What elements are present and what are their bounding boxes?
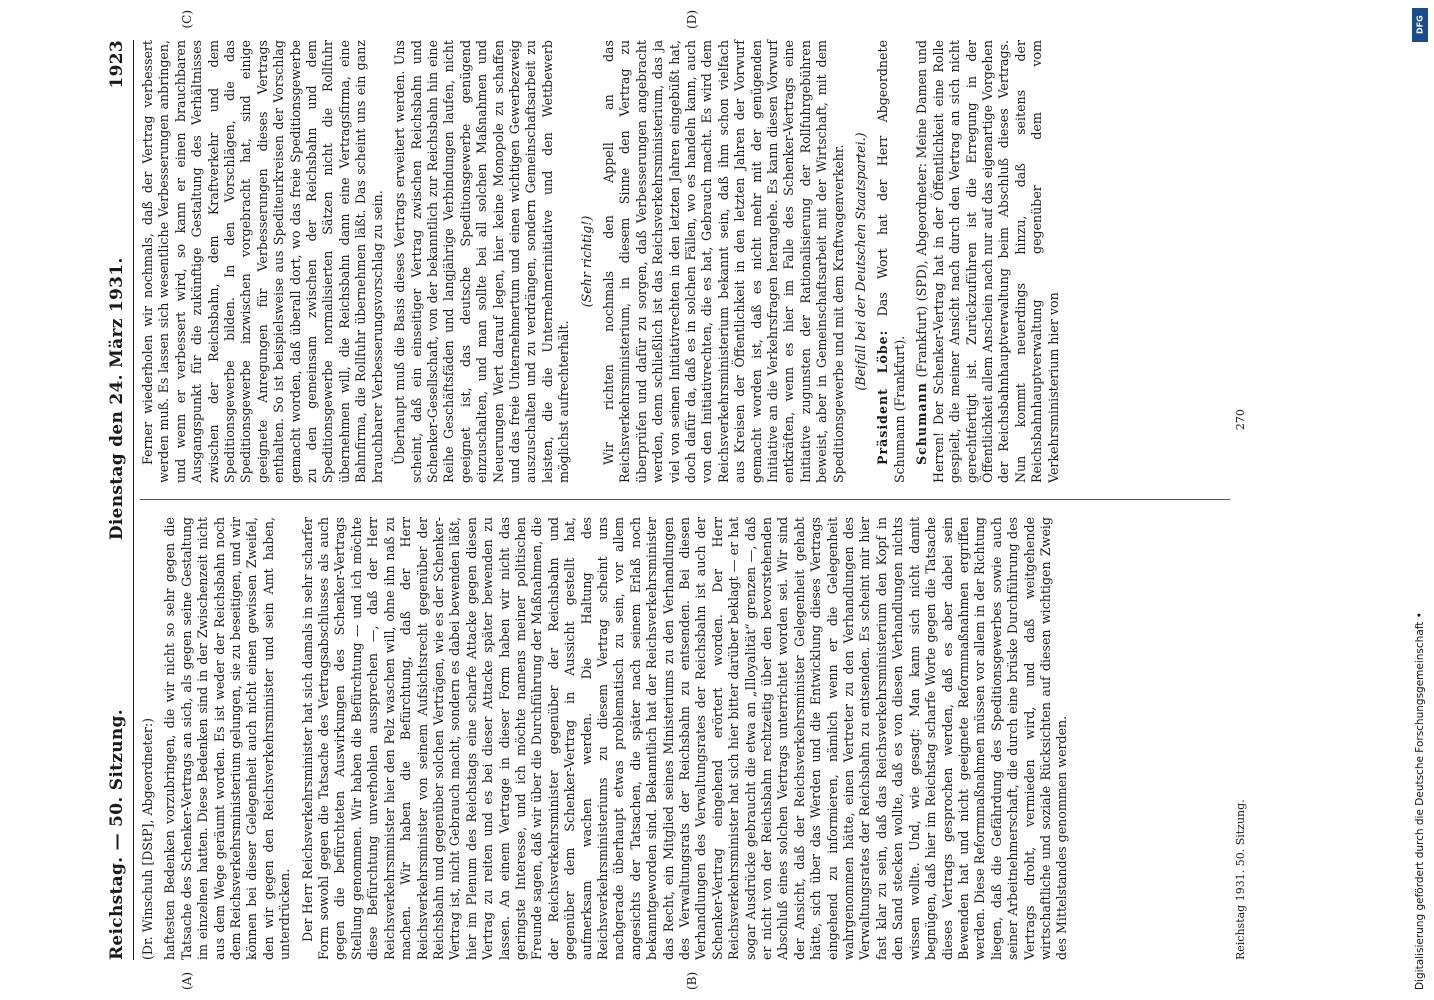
speaker-continuation: (Dr. Winschuh [DStP], Abgeordneter:) bbox=[140, 717, 155, 960]
right-paragraph-3: Wir richten nochmals den Appell an das Reichsverkehrsministerium, in diesem Sinne den Vertrag zu überprüfen und dafür zu sorgen, daß Verbesserungen angebracht werden, denn schließlich ist das Reichsverkehrsministerium, das ja viel von seinen Initiativrechten in den letzten Jahren eingebüßt hat, doch dafür da, daß es in solchen Fällen, wo es handeln kann, auch von den Initiativrechten, die es hat, Gebrauch macht. Es wird dem Reichsverkehrsministerium bekannt sein, daß ihm schon vielfach aus Kreisen der Öffentlichkeit in den letzten Jahren der Vorwurf gemacht worden ist, daß es nicht mehr mit der genügenden Initiative an die Verkehrsfragen herangehe. Es kann diesen Vorwurf entkräften, wenn es hier im Falle des Schenker-Vertrags eine Initiative zugunsten der Rationalisierung der Rollfuhrgebühren beweist, aber in Gemeinschaftsarbeit mit der Wirtschaft, mit dem Speditionsgewerbe und mit dem Kraftwagenverkehr. bbox=[600, 40, 846, 483]
page-header bbox=[105, 40, 134, 960]
header-session: Reichstag. — 50. Sitzung. bbox=[107, 709, 127, 960]
credit-text: Digitalisierung gefördert durch die Deutsche Forschungsgemeinschaft • bbox=[1414, 612, 1426, 990]
speaker-name: Schumann bbox=[914, 382, 930, 465]
right-paragraph-1: Ferner wiederholen wir nochmals, daß der Vertrag verbessert werden muß. Es lassen sich wesentliche Verbesserungen anbringen, und wenn er verbessert wird, so kann er einen brauchbaren Ausgangspunkt für die zukünftige Gestaltung des Verhältnisses zwischen der Reichsbahn, dem Kraftverkehr und dem Speditionsgewerbe bilden. In den Vorschlägen, die das Speditionsgewerbe inzwischen vorgebracht hat, sind einige geeignete Anregungen für Verbesserungen dieses Vertrags enthalten. So ist beispielsweise aus Spediteurkreisen der Vorschlag gemacht worden, daß überall dort, wo das freie Speditionsgewerbe zu den gemeinsam zwischen der Reichsbahn und dem Speditionsgewerbe normalisierten Sätzen nicht die Rollfuhr übernehmen will, die Reichsbahn dann eine Vertragsfirma, eine Bahnfirma, die Rollfuhr übernehmen läßt. Das scheint uns ein ganz brauchbarer Verbesserungsvorschlag zu sein. bbox=[140, 40, 385, 483]
interjection-applause-1: (Sehr richtig!) bbox=[578, 215, 594, 308]
margin-mark-c: (C) bbox=[180, 10, 194, 29]
header-page-number: 1923 bbox=[107, 40, 127, 89]
rotated-page bbox=[95, 0, 1305, 1000]
right-paragraph-2: Überhaupt muß die Basis dieses Vertrags erweitert werden. Uns scheint, daß ein einseitiger Vertrag zwischen Reichsbahn und Schenker-Gesellschaft, von der bekanntlich zur Reichsbahn hin eine Reihe Geschäftsfäden und langjährige Verbindungen laufen, nicht geeignet ist, das deutsche Speditionsgewerbe genügend einzuschalten, und man sollte bei all solchen Maßnahmen und Neuerungen Wert darauf legen, hier keine Monopole zu schaffen und das freie Unternehmertum und einen wichtigen Gewerbezweig auszuschalten und zu verdrängen, sondern Gemeinschaftsarbeit zu leisten, die die Unternehmerinitiative und den Wettbewerb möglichst aufrechterhält. bbox=[392, 40, 572, 483]
margin-mark-b: (B) bbox=[685, 971, 699, 990]
dfg-logo-icon: DFG bbox=[1412, 8, 1428, 42]
digitization-credit bbox=[1410, 0, 1432, 1000]
page-footer bbox=[1234, 40, 1247, 960]
president-remark bbox=[875, 40, 908, 483]
left-column bbox=[140, 517, 1230, 960]
president-name: Präsident Löbe: bbox=[875, 329, 891, 465]
president-text: Das Wort hat der Herr Abgeordnete Schumann (Frankfurt). bbox=[875, 40, 907, 483]
margin-mark-d: (D) bbox=[685, 10, 699, 29]
footer-page: 270 bbox=[1234, 409, 1247, 431]
margin-mark-a: (A) bbox=[180, 971, 194, 990]
footer-session: Reichstag 1931. 50. Sitzung. bbox=[1234, 799, 1247, 960]
right-column bbox=[140, 40, 1230, 483]
left-paragraph-1: haftesten Bedenken vorzubringen, die wir nicht so sehr gegen die Tatsache des Schenker-Vertrags an sich, als gegen seine Gestaltung im einzelnen hatten. Diese Bedenken sind in der Zwischenzeit nicht aus dem Wege geräumt worden. Es ist weder der Reichsbahn noch dem Reichsverkehrsministerium gelungen, sie zu beseitigen, und wir können bei dieser Gelegenheit auch nicht einen gewissen Zweifel, den wir gegen den Reichsverkehrsminister und sein Amt haben, unterdrücken. bbox=[162, 517, 293, 960]
interjection-applause-2: (Beifall bei der Deutschen Staatspartei.) bbox=[853, 132, 869, 391]
header-date: Dienstag den 24. März 1931. bbox=[107, 257, 127, 541]
text-columns bbox=[140, 10, 1230, 990]
speaker-text: (Frankfurt) (SPD), Abgeordneter: Meine Damen und Herren! Der Schenker-Vertrag hat in der Öffentlichkeit eine Rolle gespielt, die meiner Ansicht nach durch den Vertrag an sich nicht gerechtfertigt ist. Zurückzuführen ist die Erregung in der Öffentlichkeit allem Anschein nach nur auf das eigenartige Vorgehen der Reichsbahnhauptverwaltung beim Abschluß dieses Vertrags. Nun kommt neuerdings hinzu, daß seitens der Reichsbahnhauptverwaltung gegenüber dem vom Verkehrsministerium hier von bbox=[914, 40, 1061, 483]
left-paragraph-2: Der Herr Reichsverkehrsminister hat sich damals in sehr scharfer Form sowohl gegen die Tatsache des Vertragsabschlusses als auch gegen die befürchteten Auswirkungen des Schenker-Vertrags Stellung genommen. Wir haben die Befürchtung — und ich möchte diese Befürchtung unverhohlen aussprechen —, daß der Herr Reichsverkehrsminister hier den Pelz waschen will, ohne ihn naß zu machen. Wir haben die Befürchtung, daß der Herr Reichsverkehrsminister von seinem Aufsichtsrecht gegenüber der Reichsbahn und gegenüber solchen Verträgen, wie es der Schenker-Vertrag ist, nicht Gebrauch macht, sondern es dabei bewenden läßt, hier im Plenum des Reichstags eine scharfe Attacke gegen diesen Vertrag zu reiten und es bei dieser Attacke später bewenden zu lassen. An einem Vertrage in dieser Form haben wir nicht das geringste Interesse, und ich möchte namens meiner politischen Freunde sagen, daß wir über die Durchführung der Maßnahmen, die der Reichsverkehrsminister gegenüber der Reichsbahn und gegenüber dem Schenker-Vertrag in Aussicht gestellt hat, aufmerksam wachen werden. Die Haltung des Reichsverkehrsministeriums zu diesem Vertrag scheint uns nachgerade überhaupt etwas problematisch zu sein, vor allem angesichts der Tatsachen, die später nach seinem Erlaß noch bekanntgeworden sind. Bekanntlich hat der Reichsverkehrsminister das Recht, ein Mitglied seines Ministeriums zu den Verhandlungen des Verwaltungsrats der Reichsbahn zu entsenden. Bei diesen Verhandlungen des Verwaltungsrates der Reichsbahn ist auch der Schenker-Vertrag eingehend erörtert worden. Der Herr Reichsverkehrsminister hat sich hier bitter darüber beklagt — er hat sogar Ausdrücke gebraucht die etwa an „Illoyalität“ grenzen —, daß er nicht von der Reichsbahn rechtzeitig über den bevorstehenden Abschluß eines solchen Vertrags unterrichtet worden sei. Wir sind der Ansicht, daß der Reichsverkehrsminister Gelegenheit gehabt hätte, sich über das Werden und die Entwicklung dieses Vertrags eingehend zu informieren, nämlich wenn er die Gelegenheit wahrgenommen hätte, einen Vertreter zu den Verhandlungen des Verwaltungsrates der Reichsbahn zu entsenden. Es scheint mir hier fast klar zu sein, daß das Reichsverkehrsministerium den Kopf in den Sand stecken wollte, daß es von diesen Verhandlungen nichts wissen wollte. Und, wie gesagt: Man kann sich nicht damit begnügen, daß hier im Reichstag scharfe Worte gegen die Tatsache dieses Vertrags gesprochen werden, daß es aber dabei sein Bewenden hat und nicht geeignete Reformmaßnahmen ergriffen werden. Diese Reformmaßnahmen müssen vor allem in der Richtung liegen, daß die Gefährdung des Speditionsgewerbes sowie auch seiner Arbeitnehmerschaft, die durch eine brüske Durchführung des Vertrags droht, vermieden wird, und daß weitgehende wirtschaftliche und soziale Rücksichten auf diesen wichtigen Zweig des Mittelstandes genommen werden. bbox=[299, 517, 1070, 960]
speaker-schumann bbox=[914, 40, 1062, 483]
